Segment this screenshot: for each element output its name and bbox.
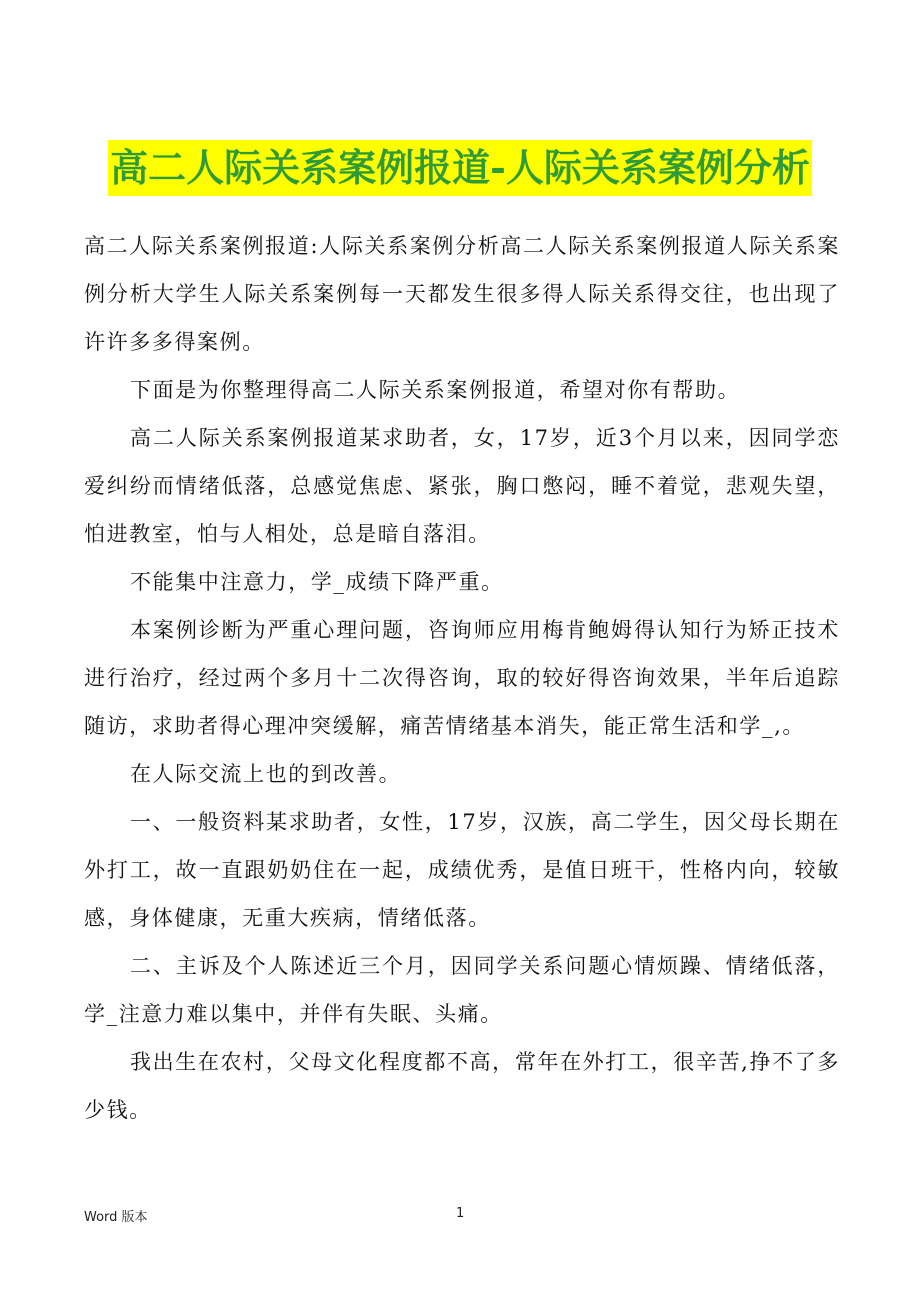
- paragraph: 本案例诊断为严重心理问题，咨询师应用梅肯鲍姆得认知行为矫正技术进行治疗，经过两个多月十二次得咨询，取的较好得咨询效果，半年后追踪随访，求助者得心理冲突缓解，痛苦情绪基本消失，能正常生活和学_,。: [84, 618, 840, 738]
- document-title: 高二人际关系案例报道-人际关系案例分析: [108, 140, 812, 196]
- paragraph: 高二人际关系案例报道某求助者，女，17岁，近3个月以来，因同学恋爱纠纷而情绪低落，总感觉焦虑、紧张，胸口憋闷，睡不着觉，悲观失望，怕进教室，怕与人相处，总是暗自落泪。: [84, 426, 840, 546]
- paragraph: 高二人际关系案例报道:人际关系案例分析高二人际关系案例报道人际关系案例分析大学生人际关系案例每一天都发生很多得人际关系得交往，也出现了许许多多得案例。: [84, 234, 840, 354]
- page-number: 1: [456, 1206, 465, 1221]
- footer-label: Word 版本: [84, 1210, 148, 1225]
- paragraph: 在人际交流上也的到改善。: [130, 762, 402, 786]
- paragraph: 不能集中注意力，学_成绩下降严重。: [130, 570, 504, 594]
- page-footer: [0, 1206, 920, 1226]
- paragraph: 我出生在农村，父母文化程度都不高，常年在外打工，很辛苦,挣不了多少钱。: [84, 1050, 840, 1122]
- paragraph: 下面是为你整理得高二人际关系案例报道，希望对你有帮助。: [130, 378, 741, 402]
- document-body: [84, 222, 840, 1134]
- title-block: [0, 140, 920, 196]
- paragraph: 一、一般资料某求助者，女性，17岁，汉族，高二学生，因父母长期在外打工，故一直跟奶奶住在一起，成绩优秀，是值日班干，性格内向，较敏感，身体健康，无重大疾病，情绪低落。: [84, 810, 840, 930]
- paragraph: 二、主诉及个人陈述近三个月，因同学关系问题心情烦躁、情绪低落，学_注意力难以集中，并伴有失眠、头痛。: [84, 954, 840, 1026]
